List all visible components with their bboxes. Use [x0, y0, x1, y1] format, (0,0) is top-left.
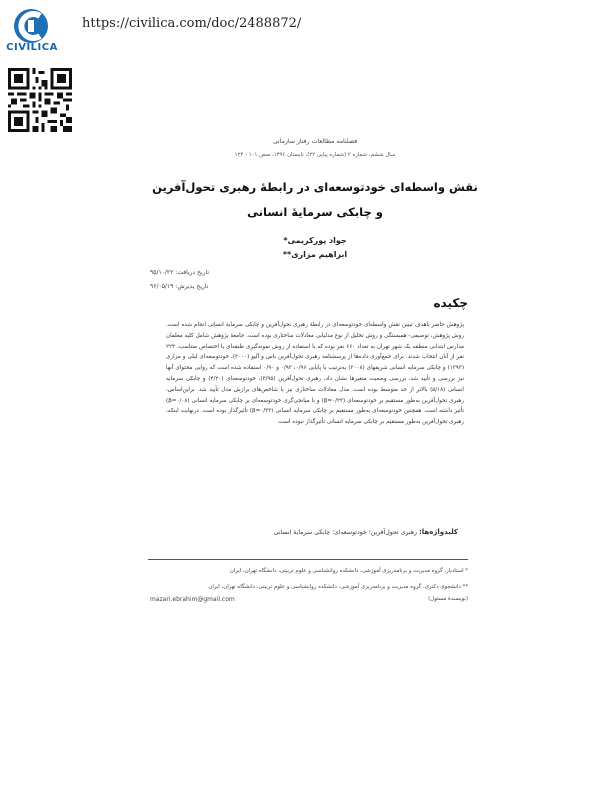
footnote-1: * استادیار، گروه مدیریت و برنامه‌ریزی آموزشی، دانشکده روانشناسی و علوم تربیتی، دانشگاه تهران، ایران: [229, 568, 468, 574]
journal-name: فصلنامه مطالعات رفتار سازمانی: [272, 138, 358, 145]
logo-text: CIVILICA: [6, 42, 58, 53]
accepted-date: تاریخ پذیرش: ۹۶/۰۵/۱۹: [150, 283, 209, 290]
keywords-label: کلیدواژه‌ها:: [418, 528, 458, 536]
author-1: جواد پورکریمی*: [283, 236, 347, 245]
footnote-corresponding: (نویسندهٔ مسئول): [428, 596, 468, 602]
footnote-2: ** دانشجوی دکتری، گروه مدیریت و برنامه‌ریزی آموزشی، دانشکده روانشناسی و علوم تربیتی، دانشگاه تهران، ایران: [208, 584, 468, 590]
author-email: mazari.ebrahim@gmail.com: [150, 596, 235, 603]
abstract-text: پژوهش حاضر باهدف تبیین نقش واسطه‌ای خودتوسعه‌ای در رابطهٔ رهبری تحول‌آفرین و چابکی سرمایهٔ انسانی انجام شده است. روش پژوهش، توصیفی- همبستگی و روش تحلیل از نوع مدلیابی معادلات ساختاری بوده است. جامعهٔ پژوهش شامل کلیه معلمان مدارس ابتدایی منطقه یک شهر تهران به تعداد ۶۶۰ نفر بوده که با استفاده از روش نمونه‌گیری طبقه‌ای با اختصاص متناسب، ۲۲۴ نفر از آنان انتخاب شدند. برای جمع‌آوری داده‌ها از پرسشنامه رهبری تحول‌آفرین باس و آلیو (۲۰۰۰)، خودتوسعه‌ای لیلی و مزاری (۱۳۹۳) و چابکی سرمایه انسانی شریفهای (۲۰۰۸) به‌ترتیب با پایایی ۰/۹۶، ۰/۹۲ و ۰/۹۰ استفاده شده است که روایی محتوای آنها نیز بررسی و تأیید شد. بررسی وضعیت متغیرها نشان داد، رهبری تحول‌آفرین (۳/۹۵)، خودتوسعه‌ای (۴/۲۰) و چابکی سرمایه انسانی (۵/۱۸) بالاتر از حد متوسط بوده است. مدل معادلات ساختاری نیز با شاخص‌های برازش مدل تأیید شد. براین‌اساس، رهبری تحول‌آفرین به‌طور مستقیم بر خودتوسعه‌ای (۰/۲۳=β) و با میانجی‌گری خودتوسعه‌ای بر چابکی سرمایه انسانی (۰/۰۸=β) تأثیر داشته است. همچنین خودتوسعه‌ای به‌طور مستقیم بر چابکی سرمایه انسانی (۰/۳۳=β) تأثیرگذار بوده است. درنهایت اینکه، رهبری تحول‌آفرین به‌طور مستقیم بر چابکی سرمایه انسانی تأثیرگذار نبوده است.: [166, 322, 464, 426]
keywords: [168, 528, 458, 536]
authors: [150, 234, 480, 262]
abstract-heading: چکیده: [433, 296, 468, 310]
issue-info: سال ششم، شماره ۲ (شماره پیاپی ۲۲)، تابستان ۱۳۹۶، صص ۱۰۱ - ۱۲۴: [234, 152, 396, 158]
received-date: تاریخ دریافت: ۹۵/۱۰/۲۲: [150, 269, 209, 276]
paper-title-line1: نقش واسطه‌ای خودتوسعه‌ای در رابطهٔ رهبری تحول‌آفرین: [152, 180, 478, 194]
paper-page: [150, 130, 480, 603]
author-2: ابراهیم مزاری**: [282, 250, 348, 259]
qr-code-icon: [8, 68, 72, 132]
keywords-text: رهبری تحول‌آفرین؛ خودتوسعه‌ای؛ چابکی سرمایهٔ انسانی: [273, 529, 417, 536]
footnote-divider: [148, 559, 468, 560]
paper-title-line2: و چابکی سرمایهٔ انسانی: [247, 205, 383, 219]
dates: [150, 266, 270, 294]
document-url[interactable]: https://civilica.com/doc/2488872/: [82, 16, 302, 31]
